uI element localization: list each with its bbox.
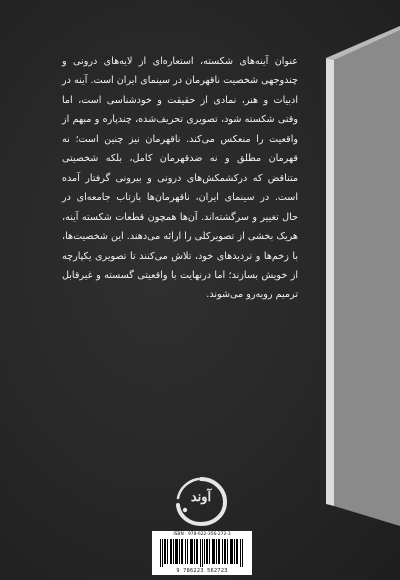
barcode xyxy=(152,531,252,575)
isbn-label: ISBN : 978-622-356-272-3 xyxy=(173,532,231,537)
decorative-gray-slab xyxy=(312,26,400,526)
blurb-text: عنوان آینه‌های شکسته، استعاره‌ای از لایه‌های درونی و چندوجهی شخصیت ناقهرمان در سینمای ایران است. آینه در ادبیات و هنر، نمادی از حقیقت و خودشناسی است، اما وقتی شکسته شود، تصویری تحریف‌شده، چندپاره و مبهم از واقعیت را منعکس می‌کند. ناقهرمان نیز چنین است؛ نه قهرمان مطلق و نه ضدقهرمان کامل، بلکه شخصیتی متناقض که درکشمکش‌های درونی و بیرونی گرفتار آمده است. در سینمای ایران، ناقهرمان‌ها بازتاب جامعه‌ای در حال تغییر و سرگشته‌اند. آن‌ها همچون قطعات شکسته آینه، هریک بخشی از تصویرکلی را ارائه می‌دهند. این شخصیت‌ها، با زخم‌ها و تردیدهای خود، تلاش می‌کنند تا تصویری یکپارچه از خویش بسازند؛ اما درنهایت با واقعیتی گسسته و غیرقابل ترمیم روبه‌رو می‌شوند. xyxy=(62,56,298,301)
ean-digits: 9 786223 562723 xyxy=(176,568,228,574)
publisher-logo xyxy=(174,476,228,526)
barcode-bars xyxy=(158,539,246,567)
publisher-logo-text: آوند xyxy=(190,490,212,505)
